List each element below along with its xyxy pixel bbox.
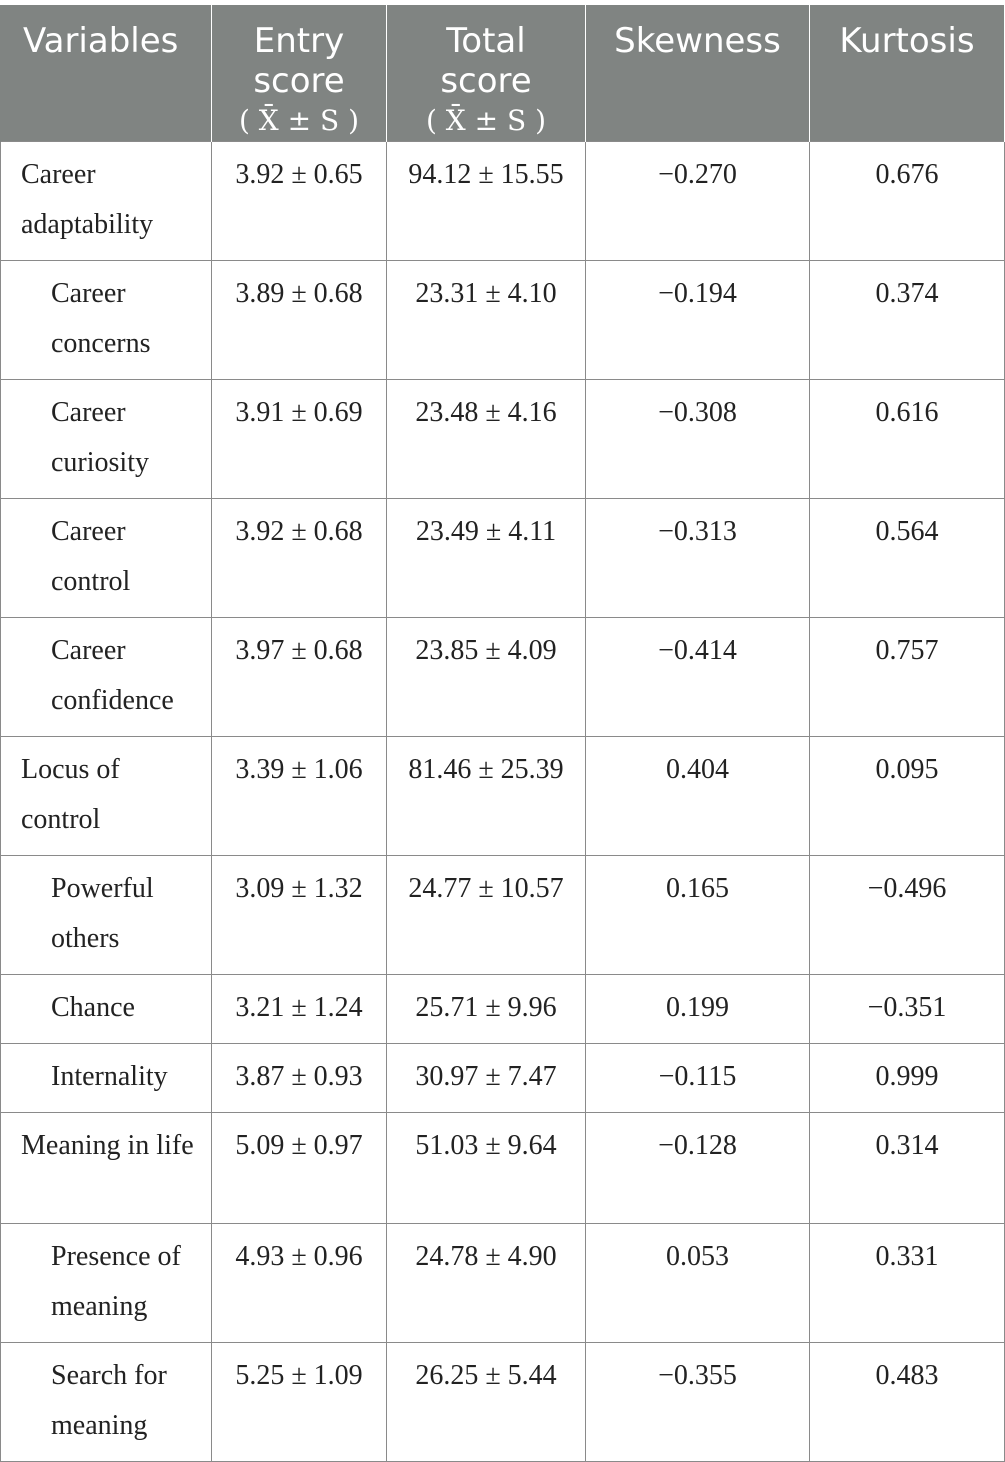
descriptive-statistics-table <box>0 5 1005 1462</box>
row-label: Career curiosity <box>1 380 212 499</box>
header-variables: Variables <box>1 5 212 142</box>
row-label: Career control <box>1 499 212 618</box>
kurtosis-cell: 0.095 <box>810 737 1005 856</box>
table-row <box>1 618 1005 737</box>
row-label: Career adaptability <box>1 142 212 261</box>
total-score-cell: 26.25 ± 5.44 <box>387 1343 586 1462</box>
row-label: Internality <box>1 1044 212 1113</box>
row-label: Presence of meaning <box>1 1224 212 1343</box>
skewness-cell: −0.270 <box>586 142 810 261</box>
kurtosis-cell: 0.374 <box>810 261 1005 380</box>
table-header <box>1 5 1005 142</box>
kurtosis-cell: −0.351 <box>810 975 1005 1044</box>
row-label: Chance <box>1 975 212 1044</box>
skewness-cell: −0.115 <box>586 1044 810 1113</box>
entry-score-cell: 5.09 ± 0.97 <box>212 1113 387 1224</box>
entry-score-cell: 3.39 ± 1.06 <box>212 737 387 856</box>
row-label: Career concerns <box>1 261 212 380</box>
row-label: Career confidence <box>1 618 212 737</box>
header-row <box>1 5 1005 142</box>
total-score-cell: 24.77 ± 10.57 <box>387 856 586 975</box>
entry-score-cell: 4.93 ± 0.96 <box>212 1224 387 1343</box>
table-row <box>1 856 1005 975</box>
header-total-stat: ( X̄ ± S ) <box>425 104 547 137</box>
skewness-cell: −0.414 <box>586 618 810 737</box>
total-score-cell: 30.97 ± 7.47 <box>387 1044 586 1113</box>
entry-score-cell: 3.91 ± 0.69 <box>212 380 387 499</box>
table-row <box>1 380 1005 499</box>
table-row <box>1 1113 1005 1224</box>
header-kurtosis: Kurtosis <box>810 5 1005 142</box>
header-skewness: Skewness <box>586 5 810 142</box>
kurtosis-cell: 0.676 <box>810 142 1005 261</box>
row-label: Meaning in life <box>1 1113 212 1224</box>
entry-score-cell: 3.92 ± 0.65 <box>212 142 387 261</box>
total-score-cell: 23.31 ± 4.10 <box>387 261 586 380</box>
header-total-score <box>387 5 586 142</box>
table-row <box>1 1044 1005 1113</box>
row-label: Search for meaning <box>1 1343 212 1462</box>
kurtosis-cell: 0.616 <box>810 380 1005 499</box>
table-row <box>1 261 1005 380</box>
total-score-cell: 23.48 ± 4.16 <box>387 380 586 499</box>
header-total-line1: Total <box>446 21 526 61</box>
row-label: Powerful others <box>1 856 212 975</box>
total-score-cell: 25.71 ± 9.96 <box>387 975 586 1044</box>
header-entry-stat: ( X̄ ± S ) <box>238 104 360 137</box>
header-entry-score <box>212 5 387 142</box>
skewness-cell: −0.194 <box>586 261 810 380</box>
skewness-cell: −0.355 <box>586 1343 810 1462</box>
kurtosis-cell: 0.999 <box>810 1044 1005 1113</box>
table-row <box>1 1224 1005 1343</box>
table-row <box>1 975 1005 1044</box>
header-entry-line1: Entry <box>253 21 345 61</box>
header-entry-line2: score <box>253 61 345 101</box>
header-total-line2: score <box>440 61 532 101</box>
total-score-cell: 81.46 ± 25.39 <box>387 737 586 856</box>
entry-score-cell: 3.92 ± 0.68 <box>212 499 387 618</box>
skewness-cell: 0.199 <box>586 975 810 1044</box>
kurtosis-cell: 0.314 <box>810 1113 1005 1224</box>
kurtosis-cell: −0.496 <box>810 856 1005 975</box>
kurtosis-cell: 0.757 <box>810 618 1005 737</box>
total-score-cell: 23.49 ± 4.11 <box>387 499 586 618</box>
total-score-cell: 94.12 ± 15.55 <box>387 142 586 261</box>
entry-score-cell: 5.25 ± 1.09 <box>212 1343 387 1462</box>
table-row <box>1 737 1005 856</box>
kurtosis-cell: 0.331 <box>810 1224 1005 1343</box>
row-label: Locus of control <box>1 737 212 856</box>
kurtosis-cell: 0.564 <box>810 499 1005 618</box>
entry-score-cell: 3.89 ± 0.68 <box>212 261 387 380</box>
total-score-cell: 24.78 ± 4.90 <box>387 1224 586 1343</box>
skewness-cell: 0.165 <box>586 856 810 975</box>
skewness-cell: 0.404 <box>586 737 810 856</box>
entry-score-cell: 3.09 ± 1.32 <box>212 856 387 975</box>
kurtosis-cell: 0.483 <box>810 1343 1005 1462</box>
entry-score-cell: 3.97 ± 0.68 <box>212 618 387 737</box>
total-score-cell: 23.85 ± 4.09 <box>387 618 586 737</box>
entry-score-cell: 3.87 ± 0.93 <box>212 1044 387 1113</box>
total-score-cell: 51.03 ± 9.64 <box>387 1113 586 1224</box>
table-row <box>1 1343 1005 1462</box>
table-row <box>1 499 1005 618</box>
entry-score-cell: 3.21 ± 1.24 <box>212 975 387 1044</box>
table-row <box>1 142 1005 261</box>
table-body <box>1 142 1005 1462</box>
skewness-cell: 0.053 <box>586 1224 810 1343</box>
skewness-cell: −0.308 <box>586 380 810 499</box>
skewness-cell: −0.313 <box>586 499 810 618</box>
skewness-cell: −0.128 <box>586 1113 810 1224</box>
